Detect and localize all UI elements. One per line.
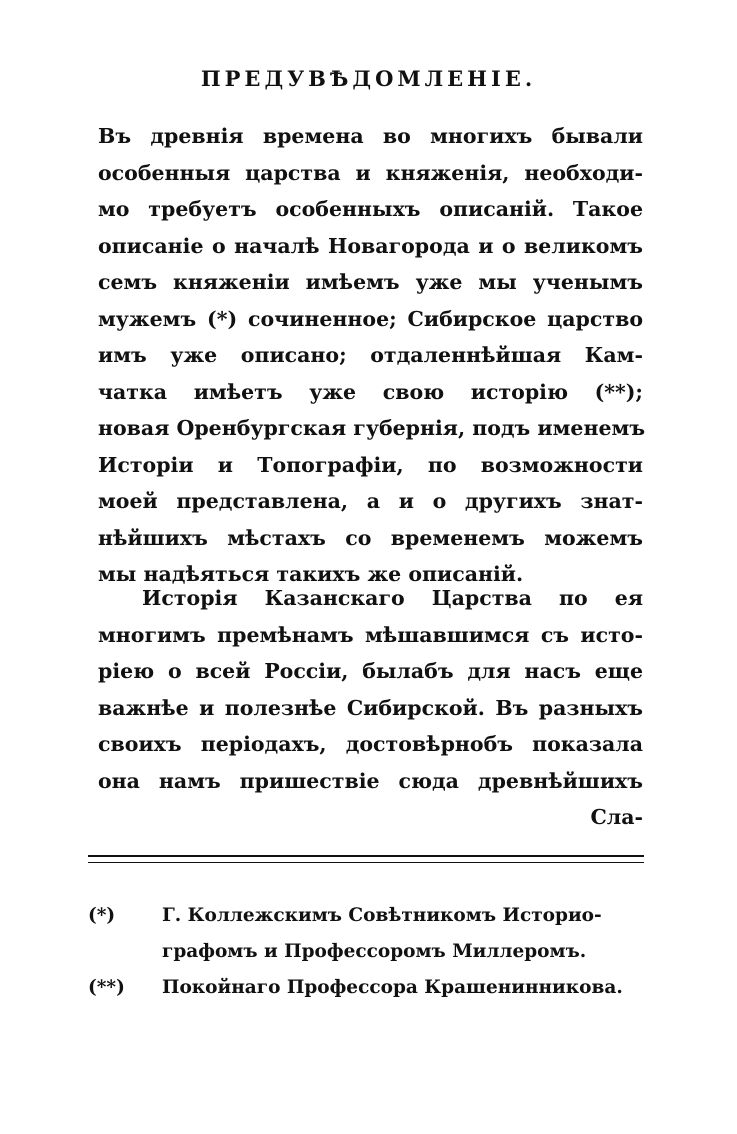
- text-line: описаніе о началѣ Новагорода и о великомъ: [98, 233, 643, 258]
- catchword: Сла-: [590, 805, 643, 829]
- text-line: многимъ премѣнамъ мѣшавшимся съ исто-: [98, 622, 643, 647]
- footnote-1-continuation: графомъ и Профессоромъ Миллеромъ.: [162, 941, 587, 962]
- text-line: Въ древнія времена во многихъ бывали: [98, 124, 643, 148]
- text-line: важнѣе и полезнѣе Сибирской. Въ разныхъ: [98, 695, 643, 720]
- text-line: имъ уже описано; отдаленнѣйшая Кам-: [98, 343, 643, 367]
- footnote-marker: (*): [88, 905, 116, 926]
- footnote-marker: (**): [88, 977, 125, 998]
- text-line: нѣйшихъ мѣстахъ со временемъ можемъ: [98, 525, 643, 550]
- text-line: моей представлена, а и о другихъ знат-: [98, 489, 643, 513]
- footnotes: [88, 898, 648, 1006]
- paragraph-2: [98, 580, 643, 836]
- text-line: она намъ пришествіе сюда древнѣйшихъ: [98, 768, 643, 793]
- text-line: особенныя царства и княженія, необходи-: [98, 160, 643, 185]
- footnote-1: [88, 898, 648, 934]
- footnote-text: Г. Коллежскимъ Совѣтникомъ Историо-: [162, 905, 602, 926]
- text-line: мо требуетъ особенныхъ описаній. Такое: [98, 197, 643, 221]
- text-line: новая Оренбургская губернія, подъ именемъ: [98, 416, 646, 440]
- text-line: Исторія Казанскаго Царства по ея: [142, 586, 643, 610]
- text-line: мужемъ (*) сочиненное; Сибирское царство: [98, 306, 643, 331]
- text-line: Исторіи и Топографіи, по возможности: [98, 452, 643, 477]
- paragraph-1: [98, 118, 646, 593]
- footnote-divider: [88, 862, 644, 863]
- text-line: своихъ періодахъ, достовѣрнобъ показала: [98, 732, 643, 756]
- footnote-2: [88, 970, 648, 1006]
- footnote-divider: [88, 855, 644, 857]
- text-line: ріею о всей Россіи, былабъ для насъ еще: [98, 659, 643, 683]
- page-heading: ПРЕДУВѢДОМЛЕНІЕ.: [200, 66, 537, 91]
- footnote-text: Покойнаго Профессора Крашенинникова.: [162, 977, 623, 998]
- text-line: чатка имѣетъ уже свою исторію (**);: [98, 379, 643, 404]
- text-line: семъ княженіи имѣемъ уже мы ученымъ: [98, 270, 643, 294]
- text-line: мы надѣяться такихъ же описаній.: [98, 562, 524, 586]
